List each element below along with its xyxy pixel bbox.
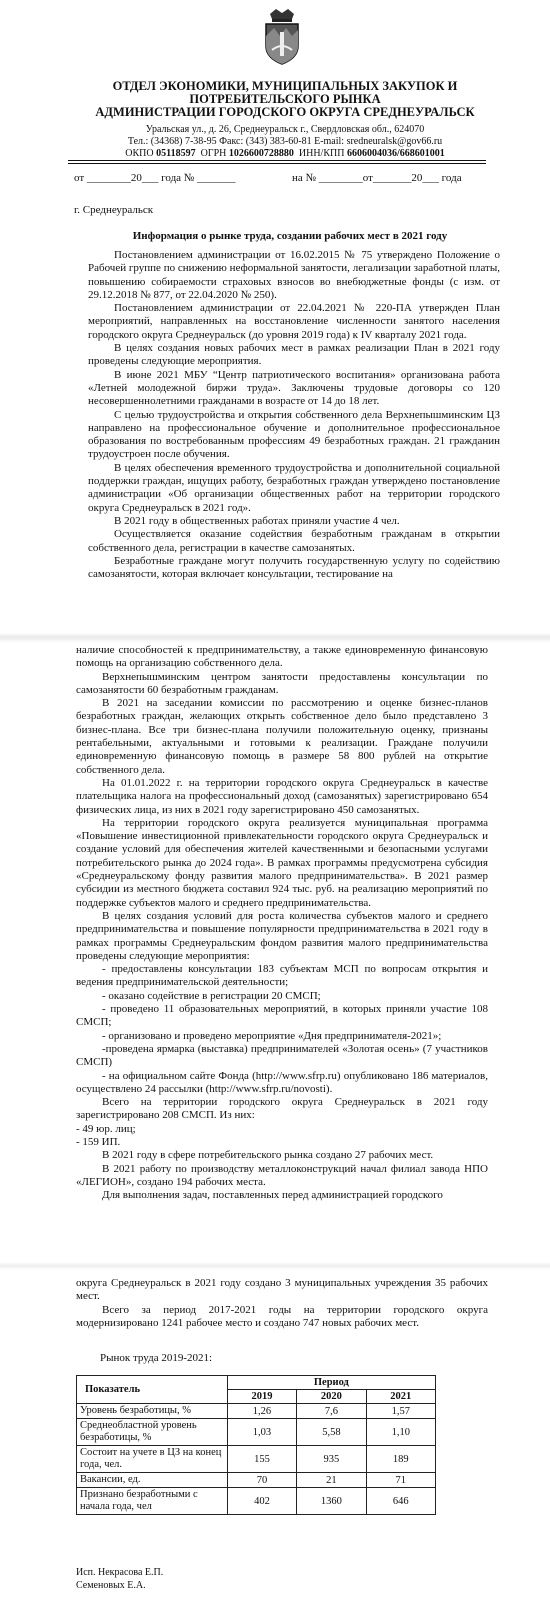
list-item: - проведено 11 образовательных мероприятий, в которых приняли участие 108 СМСП; (76, 1003, 488, 1029)
page-tear (0, 633, 550, 643)
organization-name (40, 80, 530, 119)
document-title: Информация о рынке труда, создании рабочих мест в 2021 году (132, 230, 448, 242)
header-indicator: Показатель (77, 1376, 228, 1404)
row-label: Признано безработными с начала года, чел (77, 1488, 228, 1515)
table-row (77, 1419, 436, 1446)
place: г. Среднеуральск (74, 204, 154, 216)
cell-value: 71 (366, 1473, 435, 1488)
paragraph: Для выполнения задач, поставленных перед администрацией городского (102, 1189, 443, 1202)
cell-value: 1360 (297, 1488, 366, 1515)
paragraph: В целях создания условий для роста количества субъектов малого и среднего предпринимательства и повышение популярности предпринимательства в 2021 году в рамках программы Среднеуральским фондом развития малого предпринимательства проведены следующие мероприятия: (76, 909, 488, 962)
cell-value: 1,57 (366, 1404, 435, 1419)
cell-value: 1,10 (366, 1419, 435, 1446)
paragraph: Постановлением администрации от 22.04.2021 № 220-ПА утвержден План мероприятий, направленных на восстановление численности занятого населения городского округа Среднеуральск (до уровня 2019 года) к IV кварталу 2021 года. (88, 302, 500, 341)
body-part-2 (76, 644, 488, 1202)
page-tear-2 (0, 1262, 550, 1270)
executor-1: Исп. Некрасова Е.П. (76, 1567, 164, 1578)
list-item: - предоставлены консультации 183 субъектам МСП по вопросам открытия и ведения предпринимательской деятельности; (76, 963, 488, 989)
row-label: Уровень безработицы, % (77, 1404, 228, 1419)
paragraph: Всего за период 2017-2021 годы на территории городского округа модернизировано 1241 рабочее место и создано 747 новых рабочих мест. (76, 1303, 488, 1329)
labor-market-table (76, 1375, 436, 1515)
paragraph: наличие способностей к предпринимательству, а также единовременную финансовую помощь на организацию собственного дела. (76, 644, 488, 670)
list-item: - организовано и проведено мероприятие «Дня предпринимателя-2021»; (102, 1029, 442, 1042)
table-row (77, 1404, 436, 1419)
paragraph: Безработные граждане могут получить государственную услугу по содействию самозанятости, которая включает консультации, тестирование на (88, 554, 500, 581)
paragraph: В июне 2021 МБУ “Центр патриотического воспитания» организована работа «Летней молодежной биржи труда». Заключены трудовые договоры со 120 несовершеннолетними гражданами в возрасте от 14 до 18 лет. (88, 368, 500, 408)
table-title: Рынок труда 2019-2021: (100, 1352, 213, 1364)
paragraph: На 01.01.2022 г. на территории городского округа Среднеуральск в качестве плательщика налога на профессиональный доход (самозанятых) зарегистрировано 654 физических лица, из них в 2021 году зарегистрировано 450 самозанятых. (76, 776, 488, 816)
list-item: - 159 ИП. (76, 1135, 121, 1148)
outgoing-registration: от ________20___ года № _______ (74, 172, 236, 184)
paragraph: округа Среднеуральск в 2021 году создано 3 муниципальных учреждения 35 рабочих мест. (76, 1277, 488, 1303)
address: Уральская ул., д. 26, Среднеуральск г., Свердловская обл., 624070 (145, 124, 425, 135)
list-item: - оказано содействие в регистрации 20 СМСП; (102, 989, 321, 1002)
cell-value: 155 (227, 1446, 296, 1473)
paragraph: В 2021 году в общественных работах приняли участие 4 чел. (114, 514, 400, 527)
org-line-3: АДМИНИСТРАЦИИ ГОРОДСКОГО ОКРУГА СРЕДНЕУРАЛЬСК (95, 105, 475, 119)
cell-value: 7,6 (297, 1404, 366, 1419)
cell-value: 402 (227, 1488, 296, 1515)
cell-value: 1,26 (227, 1404, 296, 1419)
header-year: 2019 (227, 1390, 296, 1404)
cell-value: 646 (366, 1488, 435, 1515)
inn-label: ИНН/КПП (298, 148, 345, 159)
paragraph: В целях создания новых рабочих мест в рамках реализации План в 2021 году проведены следующие мероприятия. (88, 342, 500, 368)
row-label: Среднеобластной уровень безработицы, % (77, 1419, 228, 1446)
table-header-row (77, 1376, 436, 1390)
ogrn-label: ОГРН (200, 148, 227, 159)
list-item: - 49 юр. лиц; (76, 1122, 136, 1135)
inn-value: 6606004036/668601001 (346, 148, 445, 159)
body-part-1 (88, 249, 500, 581)
cell-value: 5,58 (297, 1419, 366, 1446)
header-period: Период (227, 1376, 435, 1390)
row-label: Вакансии, ед. (77, 1473, 228, 1488)
cell-value: 21 (297, 1473, 366, 1488)
org-line-2: ПОТРЕБИТЕЛЬСКОГО РЫНКА (189, 92, 381, 106)
paragraph: В 2021 работу по производству металлоконструкций начал филиал завода НПО «ЛЕГИОН», создано 194 рабочих места. (76, 1162, 488, 1188)
paragraph: Верхнепышминским центром занятости предоставлены консультации по самозанятости 60 безработным гражданам. (76, 670, 488, 696)
header-year: 2021 (366, 1390, 435, 1404)
header-divider (68, 160, 486, 161)
okpo-label: ОКПО (125, 148, 154, 159)
paragraph: В целях обеспечения временного трудоустройства и дополнительной социальной поддержки граждан, ищущих работу, безработных граждан утверждено постановление администрации «Об организации общественных работ на территории городского округа Среднеуральск в 2021 год». (88, 461, 500, 514)
executors (76, 1566, 163, 1592)
paragraph: В 2021 году в сфере потребительского рынка создано 27 рабочих мест. (102, 1149, 434, 1162)
paragraph: С целью трудоустройства и открытия собственного дела Верхнепышминским ЦЗ направлено на профессиональное обучение и дополнительное профессиональное образования по востребованным профессиям 49 безработных граждан. 21 гражданин трудоустроен после обучения. (88, 408, 500, 461)
executor-2: Семеновых Е.А. (76, 1580, 146, 1591)
cell-value: 70 (227, 1473, 296, 1488)
cell-value: 935 (297, 1446, 366, 1473)
table-row (77, 1473, 436, 1488)
row-label: Состоит на учете в ЦЗ на конец года, чел. (77, 1446, 228, 1473)
incoming-registration: на № ________от_______20___ года (292, 172, 462, 184)
header-divider-2 (68, 163, 486, 164)
paragraph: На территории городского округа реализуется муниципальная программа «Повышение инвестиционной привлекательности городского округа Среднеуральск и создание условий для обеспечения жителей качественными и безопасными услугами потребительского рынка до 2024 года». В рамках программы предусмотрена субсидия «Среднеуральскому фонду развития малого предпринимательства». В 2021 размер субсидии из местного бюджета составил 924 тыс. руб. на реализацию мероприятий по поддержке субъектов малого и среднего предпринимательства. (76, 816, 488, 909)
header-year: 2020 (297, 1390, 366, 1404)
body-part-3 (76, 1277, 488, 1330)
list-item: -проведена ярмарка (выставка) предпринимателей «Золотая осень» (7 участников СМСП) (76, 1042, 488, 1069)
paragraph: Постановлением администрации от 16.02.2015 № 75 утверждено Положение о Рабочей группе по снижению неформальной занятости, легализации заработной платы, повышению собираемости страховых взносов во внебюджетные фонды (с изм. от 29.12.2018 № 877, от 22.04.2020 № 250). (88, 249, 500, 301)
table-row (77, 1446, 436, 1473)
requisites (40, 148, 530, 160)
okpo-value: 05118597 (156, 148, 196, 159)
paragraph: В 2021 на заседании комиссии по рассмотрению и оценке бизнес-планов безработных граждан, желающих открыть собственное дело было представлено 3 бизнес-плана. Все три бизнес-плана получили положительную оценку, признаны рентабельными, актуальными и готовыми к реализации. Граждане получили единовременную финансовую помощь в размере 58 800 рублей на открытие собственного дела. (76, 697, 488, 776)
list-item: - на официальном сайте Фонда (http://www.sfrp.ru) опубликовано 186 материалов, осуществлено 24 рассылки (http://www.sfrp.ru/novosti). (76, 1069, 488, 1095)
ogrn-value: 1026600728880 (228, 148, 294, 159)
cell-value: 189 (366, 1446, 435, 1473)
table-row (77, 1488, 436, 1515)
contacts-block (40, 124, 530, 160)
phones: Тел.: (34368) 7-38-95 Факс: (343) 383-60-81 E-mail: sredneuralsk@gov66.ru (127, 136, 443, 147)
cell-value: 1,03 (227, 1419, 296, 1446)
org-line-1: ОТДЕЛ ЭКОНОМИКИ, МУНИЦИПАЛЬНЫХ ЗАКУПОК И (112, 79, 458, 93)
coat-of-arms-icon (262, 6, 302, 66)
paragraph: Всего на территории городского округа Среднеуральск в 2021 году зарегистрировано 208 СМСП. Из них: (76, 1096, 488, 1122)
paragraph: Осуществляется оказание содействия безработным гражданам в открытии собственного дела, регистрации в качестве самозанятых. (88, 528, 500, 554)
